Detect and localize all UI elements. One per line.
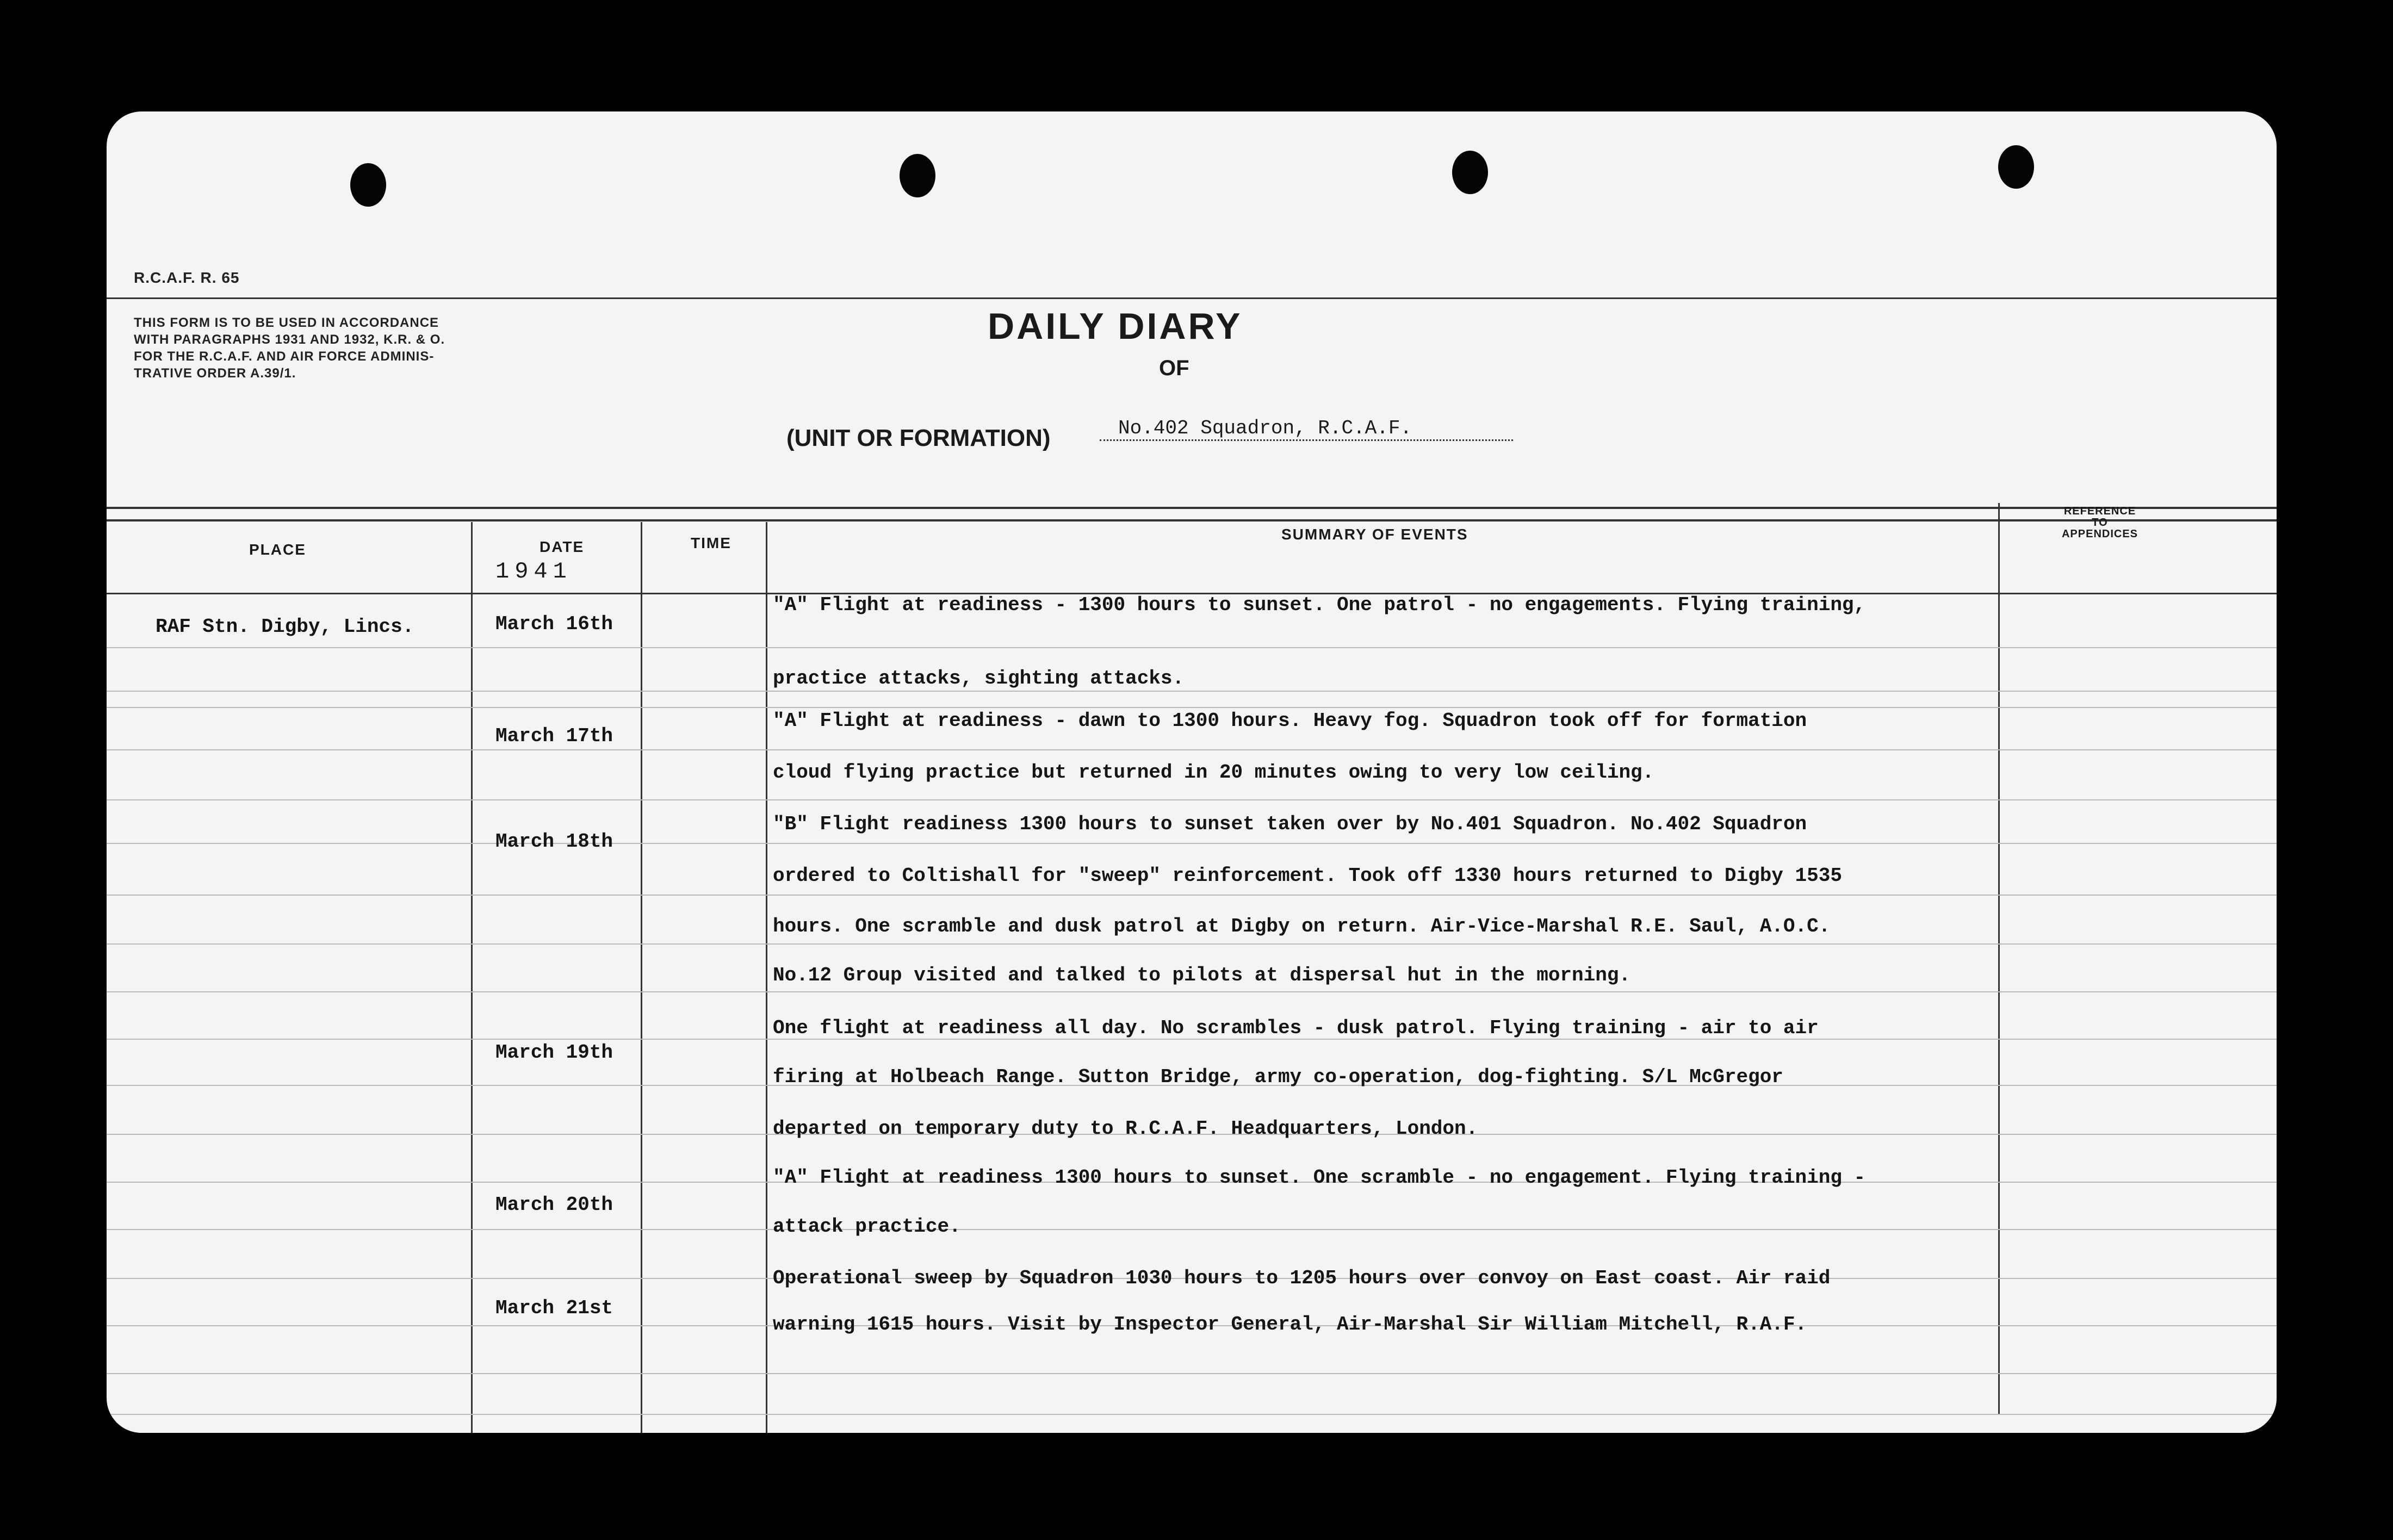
entry-date: March 20th	[495, 1194, 613, 1216]
entry-line: cloud flying practice but returned in 20 minutes owing to very low ceiling.	[773, 761, 1654, 784]
entry-line: attack practice.	[773, 1215, 961, 1238]
diary-form-card	[107, 111, 2277, 1433]
ruled-line	[107, 895, 2277, 896]
unit-label: (UNIT OR FORMATION)	[786, 425, 1051, 451]
entry-date: March 16th	[495, 613, 613, 635]
entry-line: "A" Flight at readiness - dawn to 1300 hours. Heavy fog. Squadron took off for formation	[773, 710, 1807, 732]
column-header-year: 1941	[495, 558, 572, 585]
ruled-line	[107, 991, 2277, 992]
entry-line: warning 1615 hours. Visit by Inspector General, Air-Marshal Sir William Mitchell, R.A.F.	[773, 1313, 1807, 1336]
form-instructions	[134, 314, 547, 382]
entry-line: Operational sweep by Squadron 1030 hours to 1205 hours over convoy on East coast. Air raid	[773, 1267, 1831, 1289]
entry-line: practice attacks, sighting attacks.	[773, 667, 1185, 690]
entry-line: One flight at readiness all day. No scrambles - dusk patrol. Flying training - air to air	[773, 1017, 1819, 1039]
reference-line: APPENDICES	[2061, 528, 2138, 540]
entry-date: March 21st	[495, 1297, 613, 1319]
column-header-reference	[2048, 506, 2152, 540]
table-top-rule	[107, 519, 2277, 521]
title-of: OF	[1159, 356, 1189, 380]
ruled-line	[107, 943, 2277, 945]
entry-line: firing at Holbeach Range. Sutton Bridge, army co-operation, dog-fighting. S/L McGregor	[773, 1066, 1783, 1088]
entry-line: ordered to Coltishall for "sweep" reinforcement. Took off 1330 hours returned to Digby 1535	[773, 865, 1842, 887]
ruled-line	[107, 843, 2277, 844]
ruled-line	[107, 799, 2277, 800]
ruled-line	[107, 749, 2277, 750]
ruled-line	[107, 691, 2277, 692]
column-divider	[641, 522, 642, 1433]
entry-line: hours. One scramble and dusk patrol at Digby on return. Air-Vice-Marshal R.E. Saul, A.O.C.	[773, 915, 1831, 937]
column-divider	[1998, 503, 2000, 1414]
instruction-line: FOR THE R.C.A.F. AND AIR FORCE ADMINIS-	[134, 349, 435, 364]
ruled-line	[107, 647, 2277, 648]
entry-line: departed on temporary duty to R.C.A.F. Headquarters, London.	[773, 1117, 1478, 1140]
column-header-time: TIME	[691, 535, 731, 551]
column-divider	[471, 522, 473, 1433]
entry-date: March 18th	[495, 830, 613, 853]
column-divider	[766, 522, 767, 1433]
unit-dotted-line	[1100, 439, 1513, 441]
column-header-date: DATE	[540, 538, 585, 555]
instruction-line: THIS FORM IS TO BE USED IN ACCORDANCE	[134, 315, 439, 330]
reference-line: REFERENCE	[2063, 505, 2136, 517]
page-title: DAILY DIARY	[988, 306, 1243, 347]
entry-date: March 17th	[495, 725, 613, 747]
place-value: RAF Stn. Digby, Lincs.	[156, 616, 414, 638]
entry-line: "B" Flight readiness 1300 hours to sunset taken over by No.401 Squadron. No.402 Squadron	[773, 813, 1807, 835]
punch-hole	[1452, 151, 1488, 194]
header-rule	[107, 297, 2277, 299]
entry-line: "A" Flight at readiness 1300 hours to sunset. One scramble - no engagement. Flying training -	[773, 1166, 1866, 1189]
punch-hole	[900, 154, 935, 197]
reference-line: TO	[2092, 517, 2108, 529]
punch-hole	[1998, 145, 2034, 189]
form-id: R.C.A.F. R. 65	[134, 269, 240, 286]
instruction-line: WITH PARAGRAPHS 1931 AND 1932, K.R. & O.	[134, 332, 445, 347]
instruction-line: TRATIVE ORDER A.39/1.	[134, 366, 296, 381]
ruled-line	[107, 1414, 2277, 1415]
unit-value: No.402 Squadron, R.C.A.F.	[1118, 417, 1412, 439]
column-header-place: PLACE	[249, 541, 306, 558]
entry-line: No.12 Group visited and talked to pilots at dispersal hut in the morning.	[773, 964, 1631, 986]
ruled-line	[107, 707, 2277, 708]
entry-line: "A" Flight at readiness - 1300 hours to sunset. One patrol - no engagements. Flying training,	[773, 594, 1866, 616]
ruled-line	[107, 1229, 2277, 1230]
table-top-rule	[107, 507, 2277, 509]
entry-date: March 19th	[495, 1041, 613, 1064]
ruled-line	[107, 1373, 2277, 1374]
column-header-summary: SUMMARY OF EVENTS	[1281, 526, 1468, 543]
punch-hole	[350, 163, 386, 207]
